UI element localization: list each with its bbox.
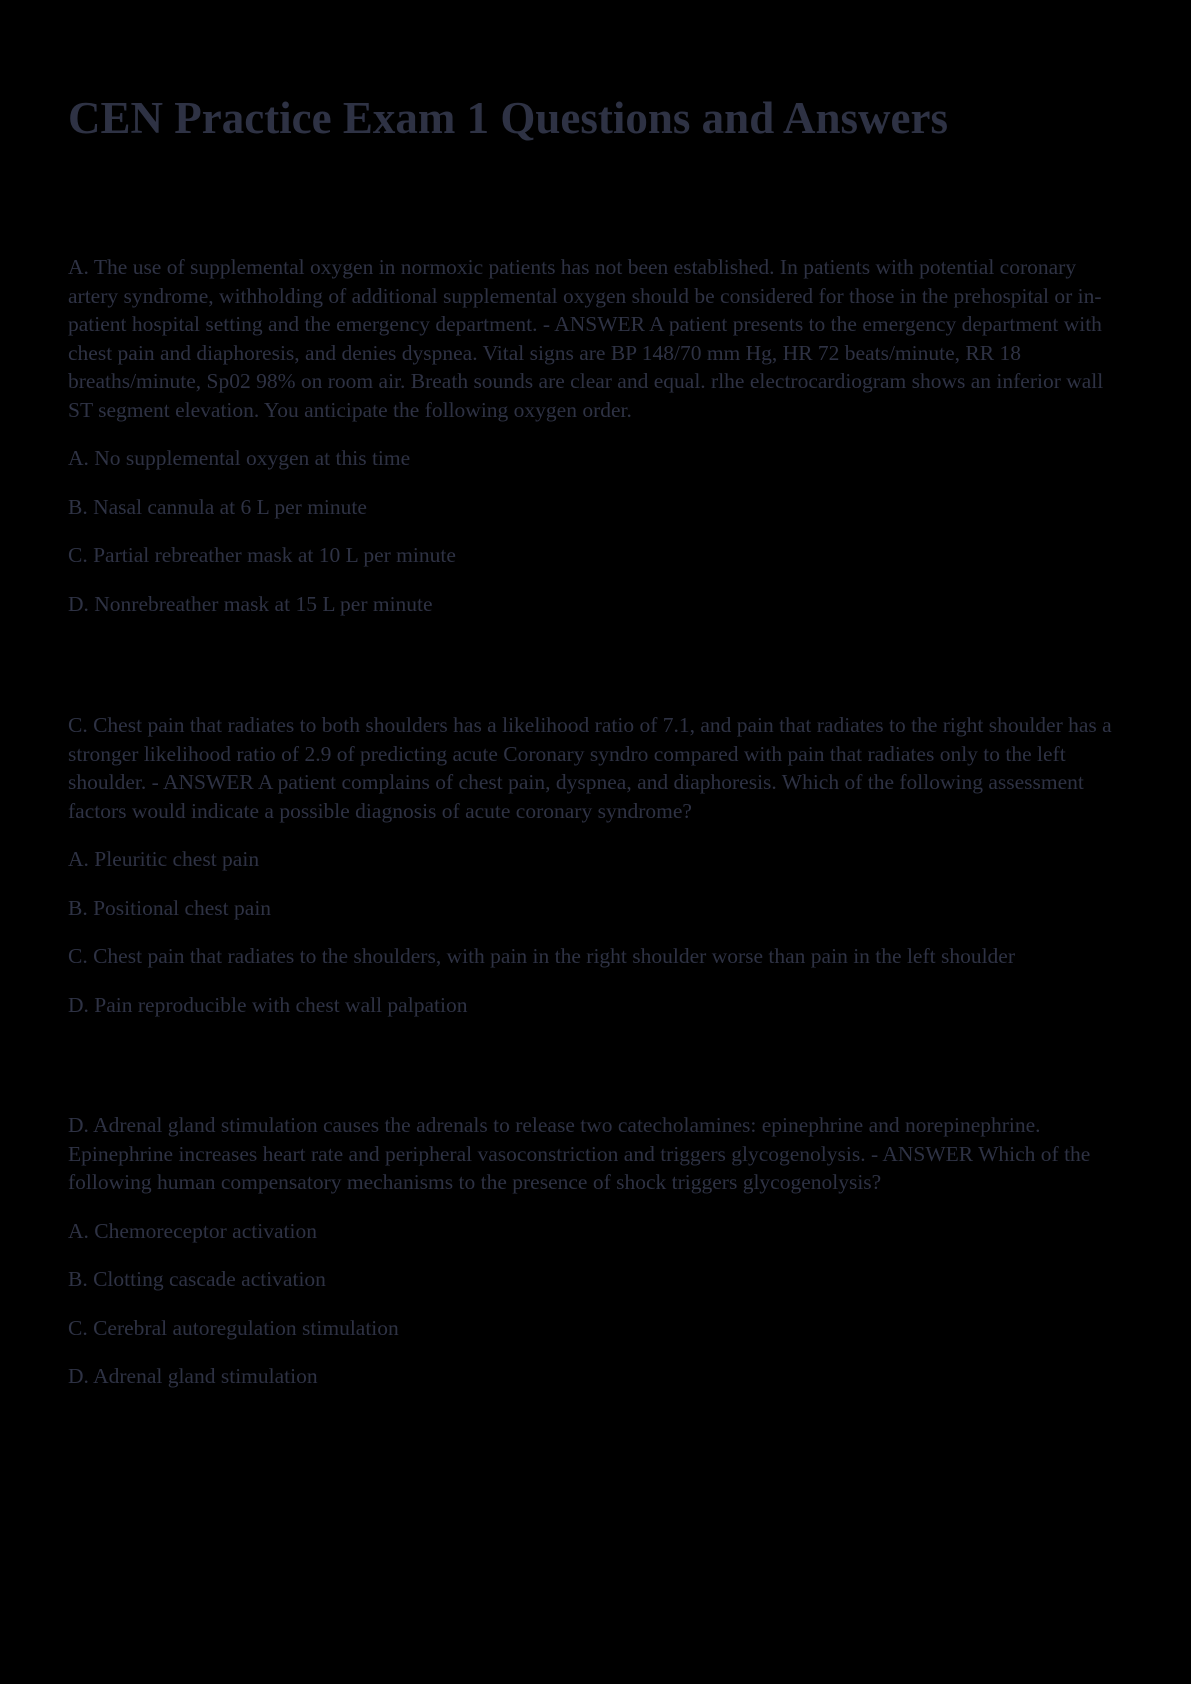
option-c: C. Partial rebreather mask at 10 L per minute [68,543,456,567]
qa-block [68,1111,1128,1391]
option-d: D. Pain reproducible with chest wall palpation [68,992,468,1017]
option-b: B. Clotting cascade activation [68,1267,326,1291]
option-c: C. Chest pain that radiates to the shoulders, with pain in the right shoulder worse than pain in the left shoulder [68,944,1016,968]
option-c: C. Cerebral autoregulation stimulation [68,1315,399,1340]
option-b: B. Nasal cannula at 6 L per minute [68,494,367,519]
option-a: A. Chemoreceptor activation [68,1218,317,1243]
qa-block [68,253,1128,618]
answer-question-text: C. Chest pain that radiates to both shoulders has a likelihood ratio of 7.1, and pain that radiates to the right shoulder has a stronger likelihood ratio of 2.9 of predicting acute Coronary syndro compared with pain that radiates only to the left shoulder. - ANSWER A patient complains of chest pain, dyspnea, and diaphoresis. Which of the following assessment factors would indicate a possible diagnosis of acute coronary syndrome? [68,713,1112,823]
qa-block [68,711,1128,1019]
option-d: D. Nonrebreather mask at 15 L per minute [68,591,433,616]
answer-question-text: A. The use of supplemental oxygen in normoxic patients has not been established. In patients with potential coronary artery syndrome, withholding of additional supplemental oxygen should be considered for those in the prehospital or in-patient hospital setting and the emergency department. - ANSWER A patient presents to the emergency department with chest pain and diaphoresis, and denies dyspnea. Vital signs are BP 148/70 mm Hg, HR 72 beats/minute, RR 18 breaths/minute, Sp02 98% on room air. Breath sounds are clear and equal. rlhe electrocardiogram shows an inferior wall ST segment elevation. You anticipate the following oxygen order. [68,255,1104,422]
option-d: D. Adrenal gland stimulation [68,1364,318,1388]
document-title: CEN Practice Exam 1 Questions and Answers [68,93,948,143]
option-a: A. Pleuritic chest pain [68,847,260,871]
option-b: B. Positional chest pain [68,895,272,920]
answer-options [68,444,1128,618]
answer-options [68,845,1128,1019]
answer-question-text: D. Adrenal gland stimulation causes the adrenals to release two catecholamines: epinephrine and norepinephrine. Epinephrine increases heart rate and peripheral vasoconstriction and triggers glycogenolysis. - ANSWER Which of the following human compensatory mechanisms to the presence of shock triggers glycogenolysis? [68,1113,1091,1194]
option-a: A. No supplemental oxygen at this time [68,446,411,470]
answer-options [68,1217,1128,1391]
